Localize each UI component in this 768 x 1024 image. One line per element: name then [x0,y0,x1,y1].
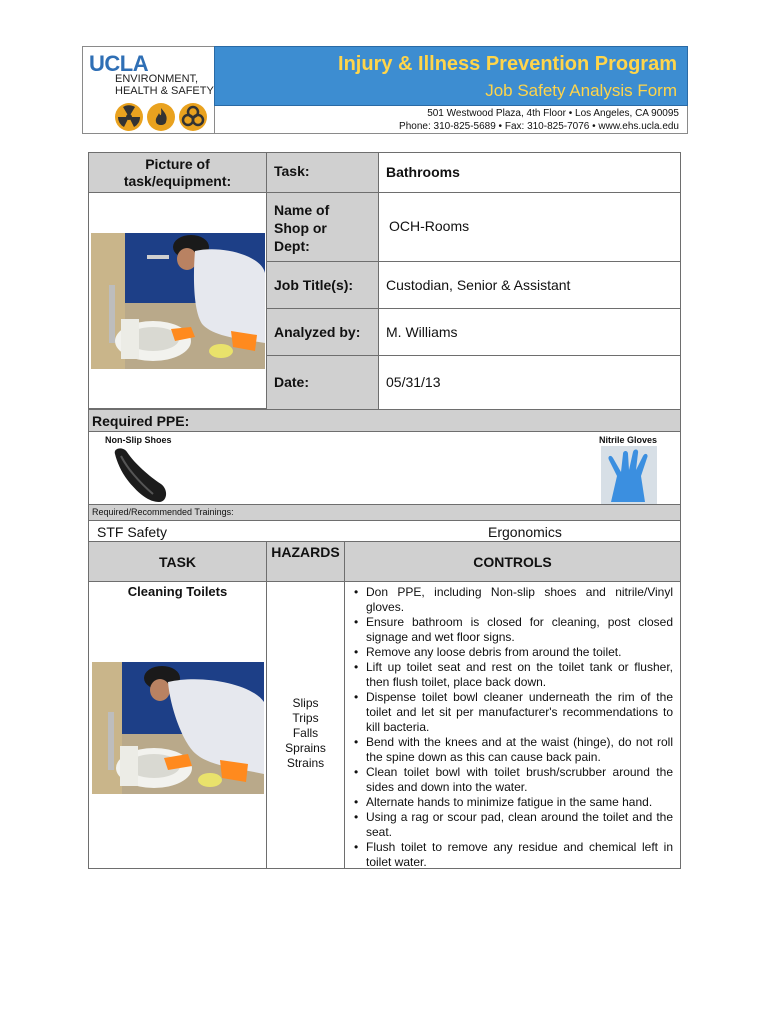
hazards-list [267,582,344,771]
ehs-logo [82,46,214,134]
hazard-item: Trips [292,711,319,725]
trainings-heading-cell [88,504,681,521]
jsa-hazards-cell [266,581,345,869]
fire-icon [147,103,175,131]
task-value-cell [378,152,681,193]
ppe-item-shoes-label: Non-Slip Shoes [105,435,172,445]
contact-text: Phone: 310-825-5689 • Fax: 310-825-7076 • www.ehs.ucla.edu [399,121,679,132]
address-text: 501 Westwood Plaza, 4th Floor • Los Angeles, CA 90095 [427,108,679,119]
title-banner [214,46,688,106]
trainings-items-cell [88,520,681,542]
task-value: Bathrooms [386,164,460,180]
control-item: • Remove any loose debris from around the toilet. [352,645,673,660]
job-value-cell [378,261,681,309]
date-value-cell [378,355,681,410]
jsa-task-cell [88,581,267,869]
control-item: • Using a rag or scour pad, clean around the toilet and the seat. [352,810,673,840]
radiation-icon [115,103,143,131]
ppe-items-cell [88,431,681,505]
control-item: • Don PPE, including Non-slip shoes and nitrile/Vinyl gloves. [352,585,673,615]
picture-cell [88,192,267,409]
jsa-controls-cell [344,581,681,869]
hazard-item: Slips [292,696,319,710]
ppe-heading-cell [88,409,681,432]
training-stf-safety: STF Safety [97,524,168,540]
shop-label-cell [266,192,379,262]
hazard-item: Falls [292,726,319,740]
hazard-item: Sprains [285,741,326,755]
jsa-task-name: Cleaning Toilets [127,584,228,599]
nitrile-gloves-icon [601,446,657,504]
task-column-header [88,541,267,582]
training-ergonomics: Ergonomics [488,524,562,540]
control-item: • Ensure bathroom is closed for cleaning, post closed signage and wet floor signs. [352,615,673,645]
program-title: Injury & Illness Prevention Program [338,53,677,75]
form-title: Job Safety Analysis Form [485,81,677,100]
task-label: Task: [274,163,310,179]
job-label-cell [266,261,379,309]
hazards-column-header [266,541,345,582]
task-photo [91,233,265,369]
job-value: Custodian, Senior & Assistant [386,277,571,293]
controls-list [345,582,680,870]
shop-value-cell [378,192,681,262]
biohazard-icon [179,103,207,131]
shop-value: OCH-Rooms [389,218,470,234]
logo-ucla-text: UCLA [89,51,149,76]
hazards-header: HAZARDS [271,544,340,560]
ppe-item-gloves-label: Nitrile Gloves [599,435,658,445]
controls-header: CONTROLS [473,554,552,570]
controls-column-header [344,541,681,582]
task-header: TASK [158,554,197,570]
control-item: • Clean toilet bowl with toilet brush/scrubber around the sides and down into the water. [352,765,673,795]
logo-line1: ENVIRONMENT, [115,73,199,85]
control-item: • Flush toilet to remove any residue and chemical left in toilet water. [352,840,673,870]
control-item: • Lift up toilet seat and rest on the toilet tank or flusher, then flush toilet, place back down. [352,660,673,690]
trainings-heading: Required/Recommended Trainings: [92,507,234,517]
control-item: • Dispense toilet bowl cleaner underneath the rim of the toilet and let sit per manufacturer's recommendations to kill bacteria. [352,690,673,735]
date-value: 05/31/13 [386,374,441,390]
address-banner [214,106,688,134]
picture-label-cell [88,152,267,193]
analyzed-value-cell [378,308,681,356]
hazard-item: Strains [286,756,325,770]
logo-line2: HEALTH & SAFETY [115,85,214,97]
date-label-cell [266,355,379,410]
ppe-heading: Required PPE: [92,413,190,429]
task-label-cell [266,152,379,193]
logo-subtitle [115,73,214,97]
analyzed-label-cell [266,308,379,356]
task-photo-2 [92,662,264,794]
analyzed-value: M. Williams [386,324,458,340]
analyzed-label: Analyzed by: [274,324,361,340]
date-label: Date: [274,374,310,390]
shop-label: Name of Shop or Dept: [274,202,330,254]
non-slip-shoe-icon [109,446,169,504]
job-label: Job Title(s): [274,277,354,293]
control-item: • Alternate hands to minimize fatigue in the same hand. [352,795,673,810]
picture-label: Picture of task/equipment: [123,156,232,189]
control-item: • Bend with the knees and at the waist (hinge), do not roll the spine down as this can cause back pain. [352,735,673,765]
